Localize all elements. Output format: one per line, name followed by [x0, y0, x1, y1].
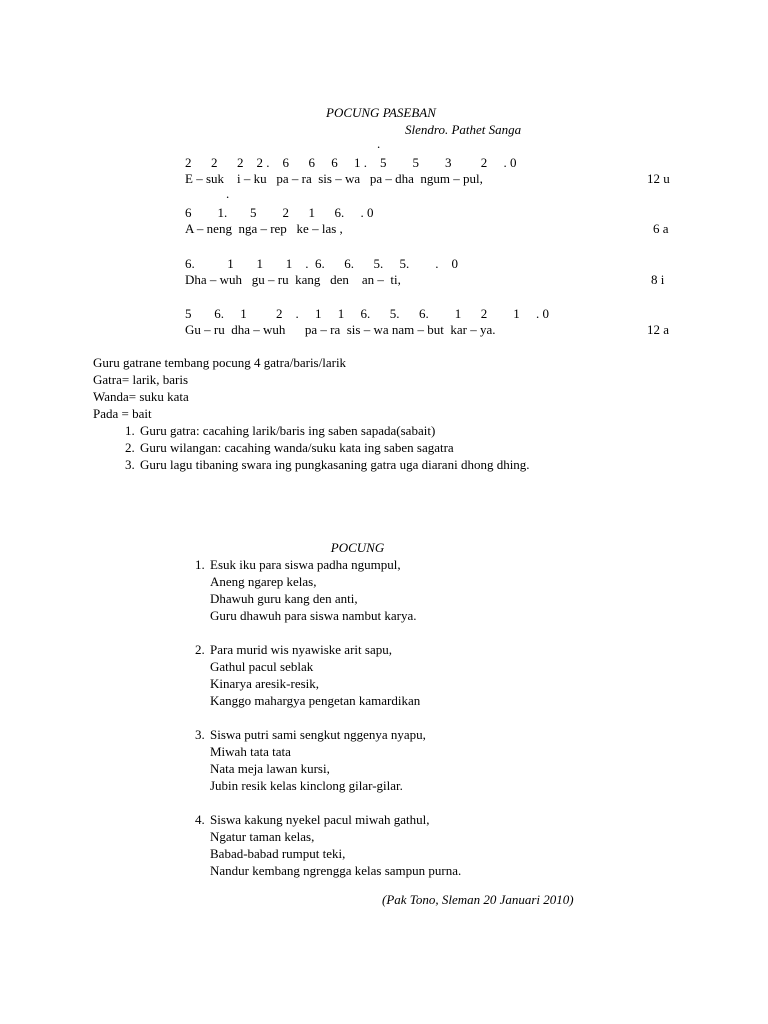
note-item: 3. Guru lagu tibaning swara ing pungkasaning gatra uga diarani dhong dhing.: [138, 457, 713, 474]
notation-numbers: 2 2 2 2 . 6 6 6 1 . 5 5 3 2 . 0: [185, 155, 517, 170]
poem-line: 2. Para murid wis nyawiske arit sapu,: [210, 642, 392, 657]
poem-line: Kanggo mahargya pengetan kamardikan: [210, 693, 421, 708]
notation-numbers: 5 6. 1 2 . 1 1 6. 5. 6. 1 2 1 . 0: [185, 306, 549, 321]
note-line: Gatra= larik, baris: [93, 372, 189, 387]
notation-lyrics: Gu – ru dha – wuh pa – ra sis – wa nam – but kar – ya.: [185, 322, 496, 337]
poem-stanzas: [185, 557, 655, 880]
notation-lyrics: A – neng nga – rep ke – las ,: [185, 221, 343, 236]
poem-line: Gathul pacul seblak: [210, 659, 314, 674]
notation-lyrics: E – suk i – ku pa – ra sis – wa pa – dha ngum – pul,: [185, 171, 483, 186]
note-item: 2. Guru wilangan: cacahing wanda/suku kata ing saben sagatra: [138, 440, 713, 457]
song-title: POCUNG PASEBAN: [326, 105, 436, 120]
poem-title: POCUNG: [330, 540, 385, 555]
poem-line: Nata meja lawan kursi,: [210, 761, 330, 776]
poem-line: 3. Siswa putri sami sengkut nggenya nyapu,: [210, 727, 426, 742]
poem-line: 4. Siswa kakung nyekel pacul miwah gathul,: [210, 812, 430, 827]
note-item: 1. Guru gatra: cacahing larik/baris ing saben sapada(sabait): [138, 423, 713, 440]
notation-rule: 12 u: [647, 171, 670, 186]
notation-rule: 12 a: [647, 322, 670, 337]
poem-line: Kinarya aresik-resik,: [210, 676, 320, 691]
poem-line: Nandur kembang ngrengga kelas sampun purna.: [210, 863, 462, 878]
poem-line: Aneng ngarep kelas,: [210, 574, 317, 589]
notation-rule: 8 i: [651, 272, 665, 287]
poem-line: Jubin resik kelas kinclong gilar-gilar.: [210, 778, 403, 793]
poem-stanza: [208, 727, 655, 795]
notes-section: [93, 355, 713, 474]
note-line: Pada = bait: [93, 406, 152, 421]
poem-section: [185, 540, 655, 897]
poem-line: Ngatur taman kelas,: [210, 829, 315, 844]
poem-stanza: [208, 557, 655, 625]
poem-line: Babad-babad rumput teki,: [210, 846, 346, 861]
poem-stanza: [208, 642, 655, 710]
notation-numbers: 6. 1 1 1 . 6. 6. 5. 5. . 0: [185, 256, 458, 271]
notation-lyrics: Dha – wuh gu – ru kang den an – ti,: [185, 272, 401, 287]
notation-numbers: 6 1. 5 2 1 6. . 0: [185, 205, 374, 220]
poem-line: Miwah tata tata: [210, 744, 291, 759]
notes-list: [93, 423, 713, 474]
notation-dot: .: [226, 186, 230, 201]
song-subtitle: Slendro. Pathet Sanga: [405, 122, 522, 137]
notation-rule: 6 a: [653, 221, 669, 236]
notation-dot: .: [377, 136, 381, 151]
note-line: Wanda= suku kata: [93, 389, 189, 404]
note-line: Guru gatrane tembang pocung 4 gatra/baris/larik: [93, 355, 347, 370]
poem-line: Dhawuh guru kang den anti,: [210, 591, 358, 606]
poem-signature: (Pak Tono, Sleman 20 Januari 2010): [382, 892, 574, 907]
poem-line: Guru dhawuh para siswa nambut karya.: [210, 608, 417, 623]
poem-line: 1. Esuk iku para siswa padha ngumpul,: [210, 557, 401, 572]
poem-stanza: [208, 812, 655, 880]
